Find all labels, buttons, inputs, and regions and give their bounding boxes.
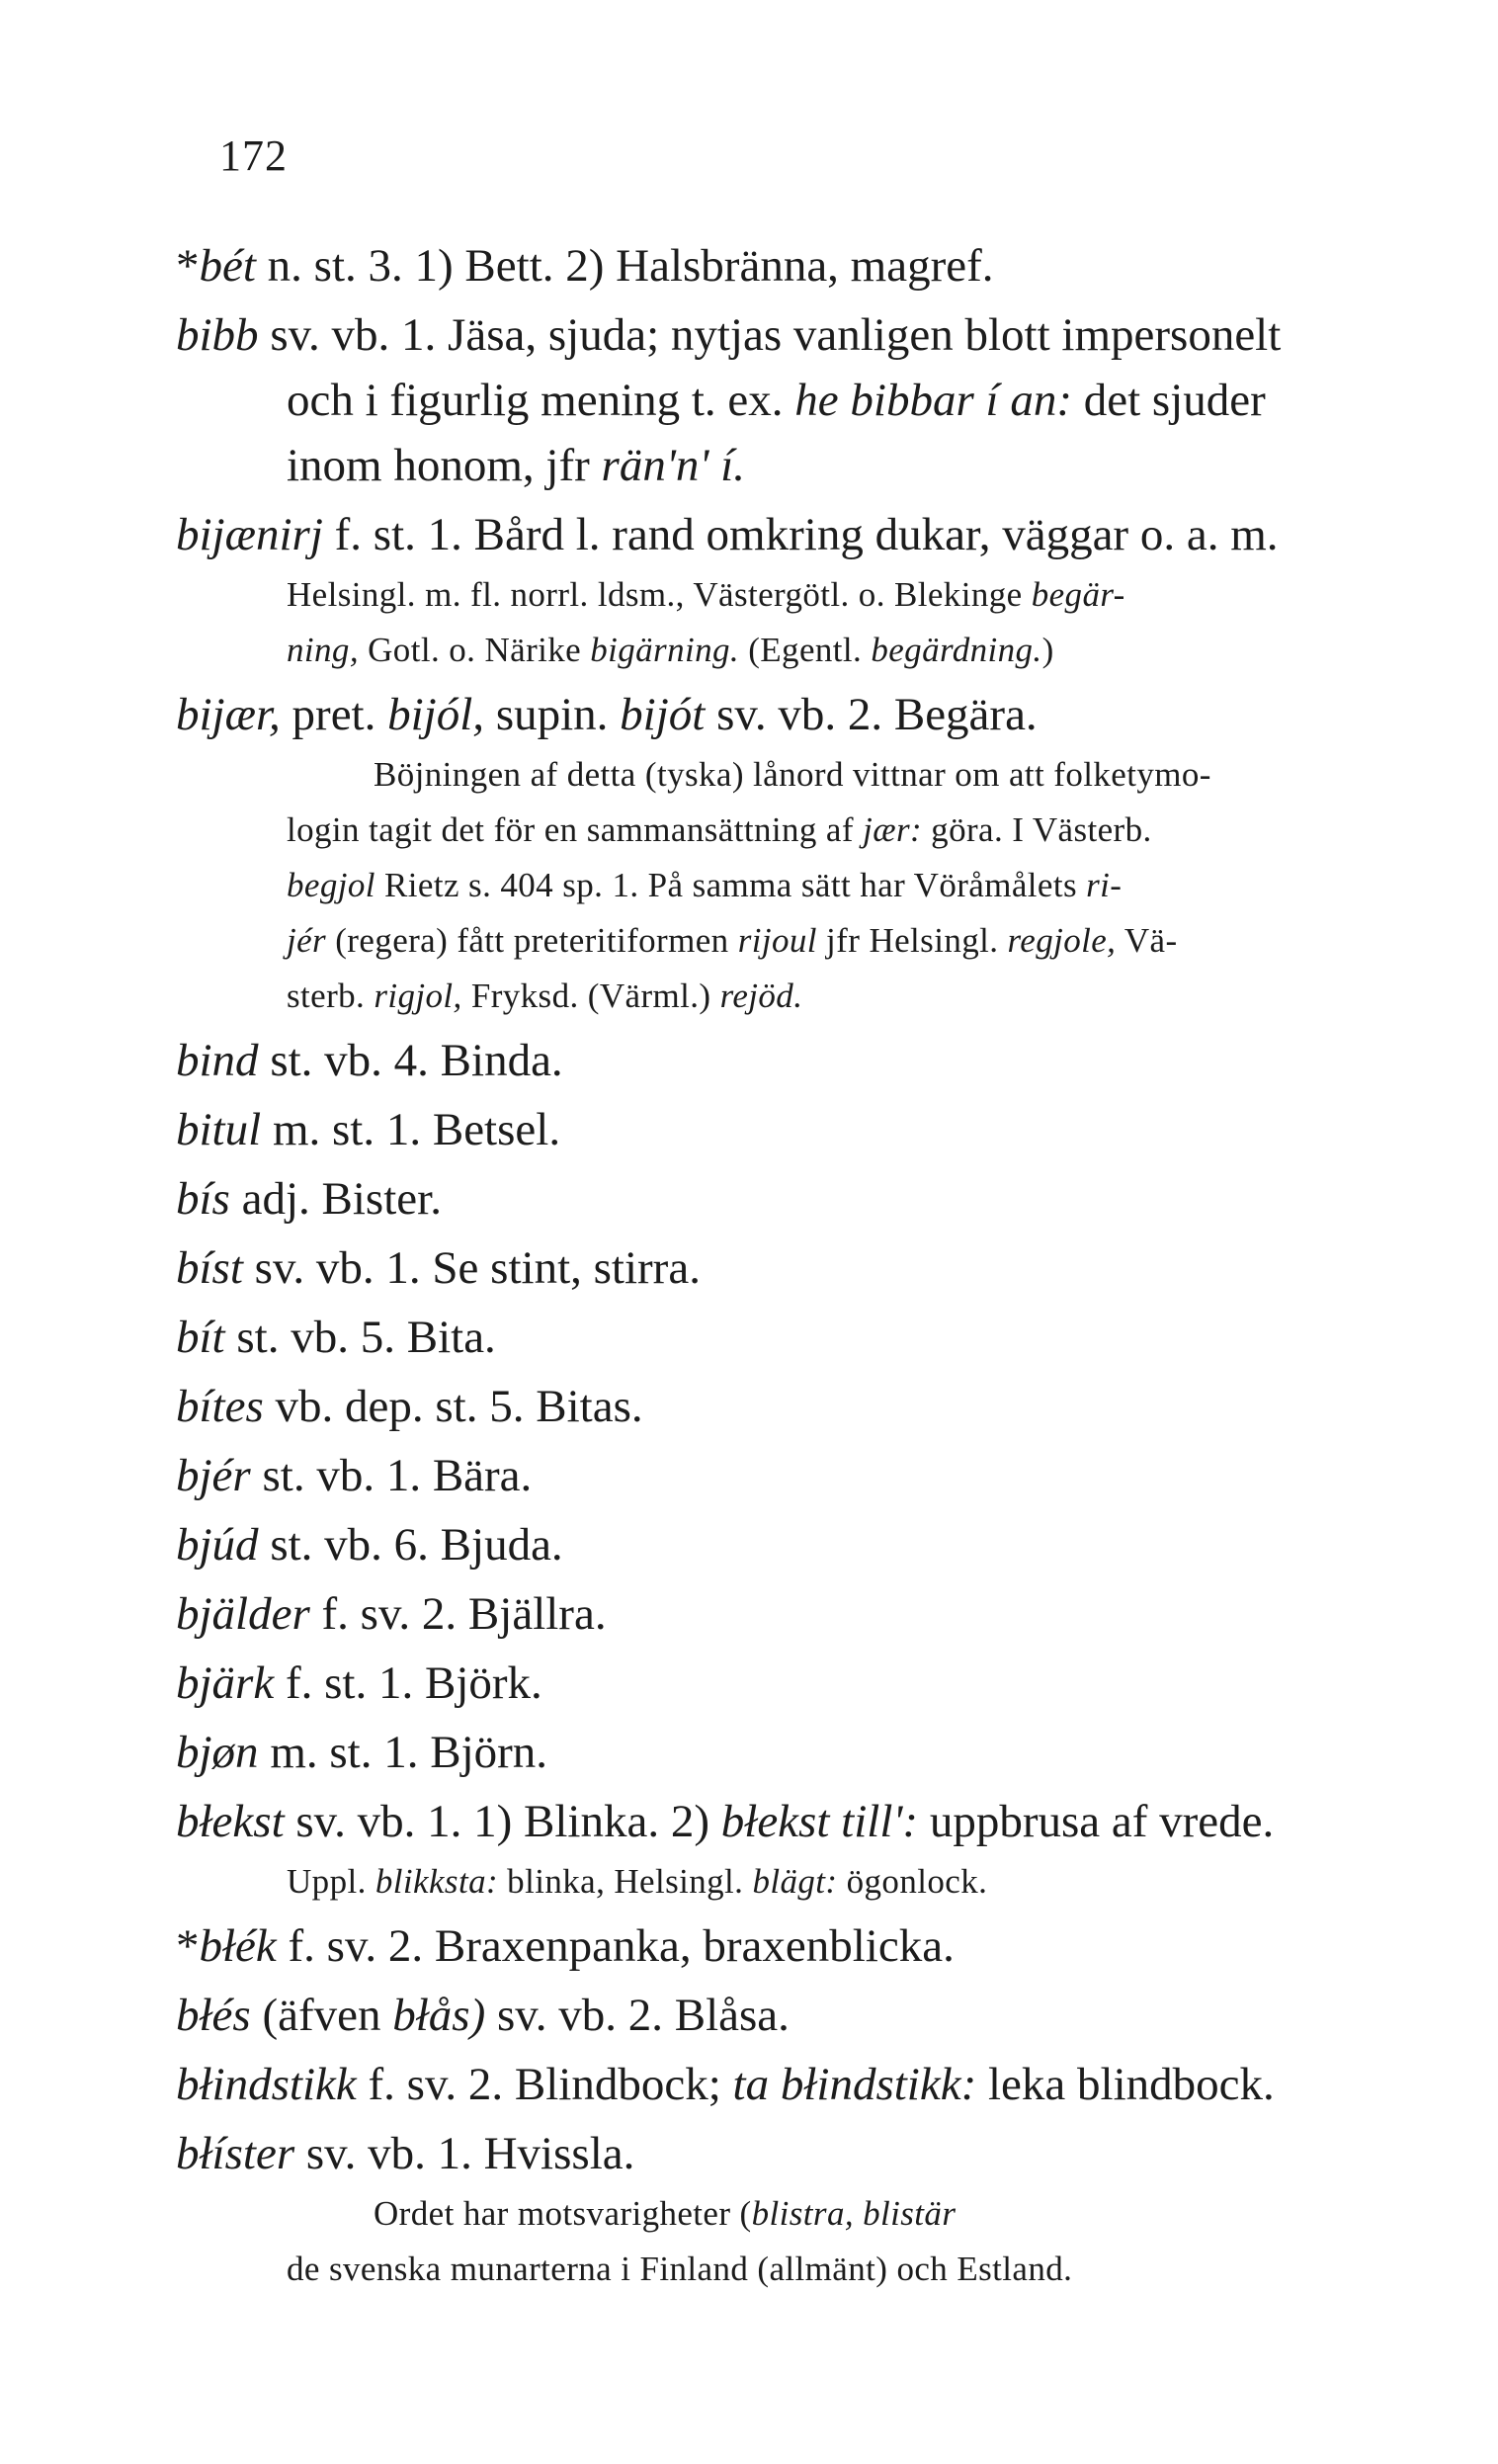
entry-note-line [176,623,1381,678]
entry-note-line [176,2186,1381,2242]
dialect-form: begjol [287,866,375,904]
entry-line [176,233,1381,298]
definition-text: Rietz s. 404 sp. 1. På samma sätt har Vöråmålets [374,866,1087,904]
definition-text: sv. vb. 1. Se stint, stirra. [254,1242,701,1294]
definition-text: sv. vb. 2. Begära. [705,689,1038,740]
dialect-form: bigärning. [590,631,740,669]
definition-text: leka blindbock. [976,2059,1275,2110]
definition-text: Fryksd. (Värml.) [461,977,720,1015]
dialect-form: ta błindstikk: [732,2059,977,2110]
definition-text: f. sv. 2. Braxenpanka, braxenblicka. [288,1920,955,1972]
dictionary-entry [176,1651,1381,1716]
definition-text: st. vb. 4. Binda. [270,1035,563,1086]
definition-text: och i figurlig mening t. ex. [287,375,795,426]
entry-line [176,1983,1381,2048]
entry-line [176,2052,1381,2117]
headword: bjøn [176,1727,259,1778]
definition-text: (äfven [262,1990,393,2041]
entry-line [176,302,1381,368]
dictionary-entry [176,2121,1381,2297]
definition-text: st. vb. 5. Bita. [236,1312,496,1363]
dictionary-entry [176,1913,1381,1979]
dictionary-entry [176,1443,1381,1508]
definition-text: inom honom, jfr [287,440,602,491]
entry-line [176,1789,1381,1854]
headword: bít [176,1312,225,1363]
dictionary-entry [176,1097,1381,1162]
entry-line [176,433,1381,498]
dialect-form: blistra, blistär [751,2194,957,2233]
dictionary-entry [176,1983,1381,2048]
definition-text: Ordet har motsvarigheter ( [374,2194,752,2233]
dialect-form: he bibbar í an: [794,375,1072,426]
dictionary-entry [176,1305,1381,1370]
definition-text: adj. Bister. [241,1173,442,1225]
dialect-form: rijoul [737,921,817,960]
dictionary-entry [176,1374,1381,1439]
definition-text: f. st. 1. Björk. [285,1657,542,1709]
entry-line [176,1166,1381,1232]
definition-text: sterb. [287,977,374,1015]
definition-text: ) [1041,631,1054,669]
entry-line [176,1443,1381,1508]
dictionary-entry [176,1512,1381,1577]
definition-text: login tagit det för en sammansättning af [287,810,864,849]
entry-line [176,502,1381,567]
definition-text: Helsingl. m. fl. norrl. ldsm., Västergötl. o. Blekinge [287,575,1032,614]
entry-line [176,1374,1381,1439]
dialect-form: blikksta: [374,1862,499,1901]
dialect-form: rejöd. [719,977,803,1015]
entry-line [176,1720,1381,1785]
definition-text: f. sv. 2. Blindbock; [368,2059,733,2110]
dictionary-entry [176,2052,1381,2117]
headword: bjälder [176,1588,310,1640]
entry-line [176,1235,1381,1301]
headword: bjér [176,1450,251,1501]
definition-text: (Egentl. [739,631,872,669]
dictionary-entry [176,1581,1381,1647]
definition-text: st. vb. 1. Bära. [262,1450,533,1501]
entry-note-line [176,858,1381,913]
entry-note-line [176,747,1381,803]
headword: błekst [176,1796,285,1847]
entry-note-line [176,969,1381,1024]
definition-text: st. vb. 6. Bjuda. [270,1519,563,1571]
headword: bibb [176,309,259,361]
entry-note-line [176,803,1381,858]
definition-text: (regera) fått preteritiformen [326,921,738,960]
headword: bíst [176,1242,243,1294]
definition-text: Uppl. [287,1862,375,1901]
definition-text: sv. vb. 1. Jäsa, sjuda; nytjas vanligen blott impersonelt [270,309,1282,361]
definition-text: uppbrusa af vrede. [918,1796,1275,1847]
dialect-form: jér [287,921,327,960]
dialect-form: błås) [392,1990,486,2041]
definition-text: ögonlock. [837,1862,988,1901]
headword: błindstikk [176,2059,357,2110]
dictionary-entry [176,502,1381,678]
headword: błék [199,1920,277,1972]
headword: bijænirj [176,509,323,560]
dictionary-entry [176,1789,1381,1910]
definition-text: göra. I Västerb. [922,810,1152,849]
headword: błíster [176,2128,295,2179]
dictionary-entry [176,1235,1381,1301]
dialect-form: bijót [620,689,706,740]
dictionary-entry [176,1720,1381,1785]
headword: bind [176,1035,259,1086]
entry-note-line [176,567,1381,623]
dictionary-entries [176,233,1381,2297]
dictionary-entry [176,682,1381,1024]
headword: bijær, [176,689,281,740]
dialect-form: blägt: [752,1862,838,1901]
entry-line [176,2121,1381,2186]
entry-note-line [176,913,1381,969]
dictionary-entry [176,1028,1381,1093]
definition-text: * [176,1920,200,1972]
definition-text: Böjningen af detta (tyska) lånord vittnar om att folketymo- [374,755,1211,794]
dialect-form: begär- [1031,575,1125,614]
definition-text: de svenska munarterna i Finland (allmänt) och Estland. [287,2250,1073,2288]
definition-text: sv. vb. 1. Hvissla. [305,2128,635,2179]
entry-line [176,1581,1381,1647]
entry-line [176,1512,1381,1577]
dialect-form: regjole, [1007,921,1117,960]
entry-line [176,1651,1381,1716]
definition-text: det sjuder [1071,375,1266,426]
definition-text: Vä- [1116,921,1178,960]
definition-text: f. st. 1. Bård l. rand omkring dukar, väggar o. a. m. [334,509,1279,560]
entry-line [176,1097,1381,1162]
dialect-form: jær: [863,810,923,849]
entry-note-line [176,1854,1381,1910]
entry-line [176,1028,1381,1093]
headword: bét [199,240,256,292]
page-number: 172 [219,131,288,180]
headword: błés [176,1990,251,2041]
definition-text: blinka, Helsingl. [498,1862,753,1901]
entry-line [176,1305,1381,1370]
dictionary-entry [176,1166,1381,1232]
headword: bís [176,1173,230,1225]
dictionary-entry [176,233,1381,298]
definition-text: jfr Helsingl. [816,921,1008,960]
definition-text: m. st. 1. Betsel. [272,1104,561,1155]
dialect-form: rigjol, [374,977,462,1015]
definition-text: supin. [484,689,621,740]
definition-text: sv. vb. 2. Blåsa. [485,1990,790,2041]
dialect-form: ning, [287,631,359,669]
entry-note-line [176,2242,1381,2297]
dialect-form: rän'n' í. [601,440,745,491]
headword: bítes [176,1381,264,1432]
definition-text: * [176,240,200,292]
dialect-form: begärdning. [871,631,1042,669]
headword: bjúd [176,1519,259,1571]
dialect-form: błekst till': [720,1796,919,1847]
entry-line [176,368,1381,433]
definition-text: f. sv. 2. Bjällra. [321,1588,607,1640]
definition-text: n. st. 3. 1) Bett. 2) Halsbränna, magref. [267,240,994,292]
entry-line [176,682,1381,747]
headword: bitul [176,1104,262,1155]
definition-text: vb. dep. st. 5. Bitas. [275,1381,643,1432]
dialect-form: ri- [1086,866,1123,904]
dialect-form: bijól, [387,689,485,740]
headword: bjärk [176,1657,275,1709]
definition-text: m. st. 1. Björn. [270,1727,548,1778]
definition-text: pret. [291,689,388,740]
definition-text: sv. vb. 1. 1) Blinka. 2) [295,1796,721,1847]
dictionary-entry [176,302,1381,498]
entry-line [176,1913,1381,1979]
definition-text: Gotl. o. Närike [358,631,591,669]
